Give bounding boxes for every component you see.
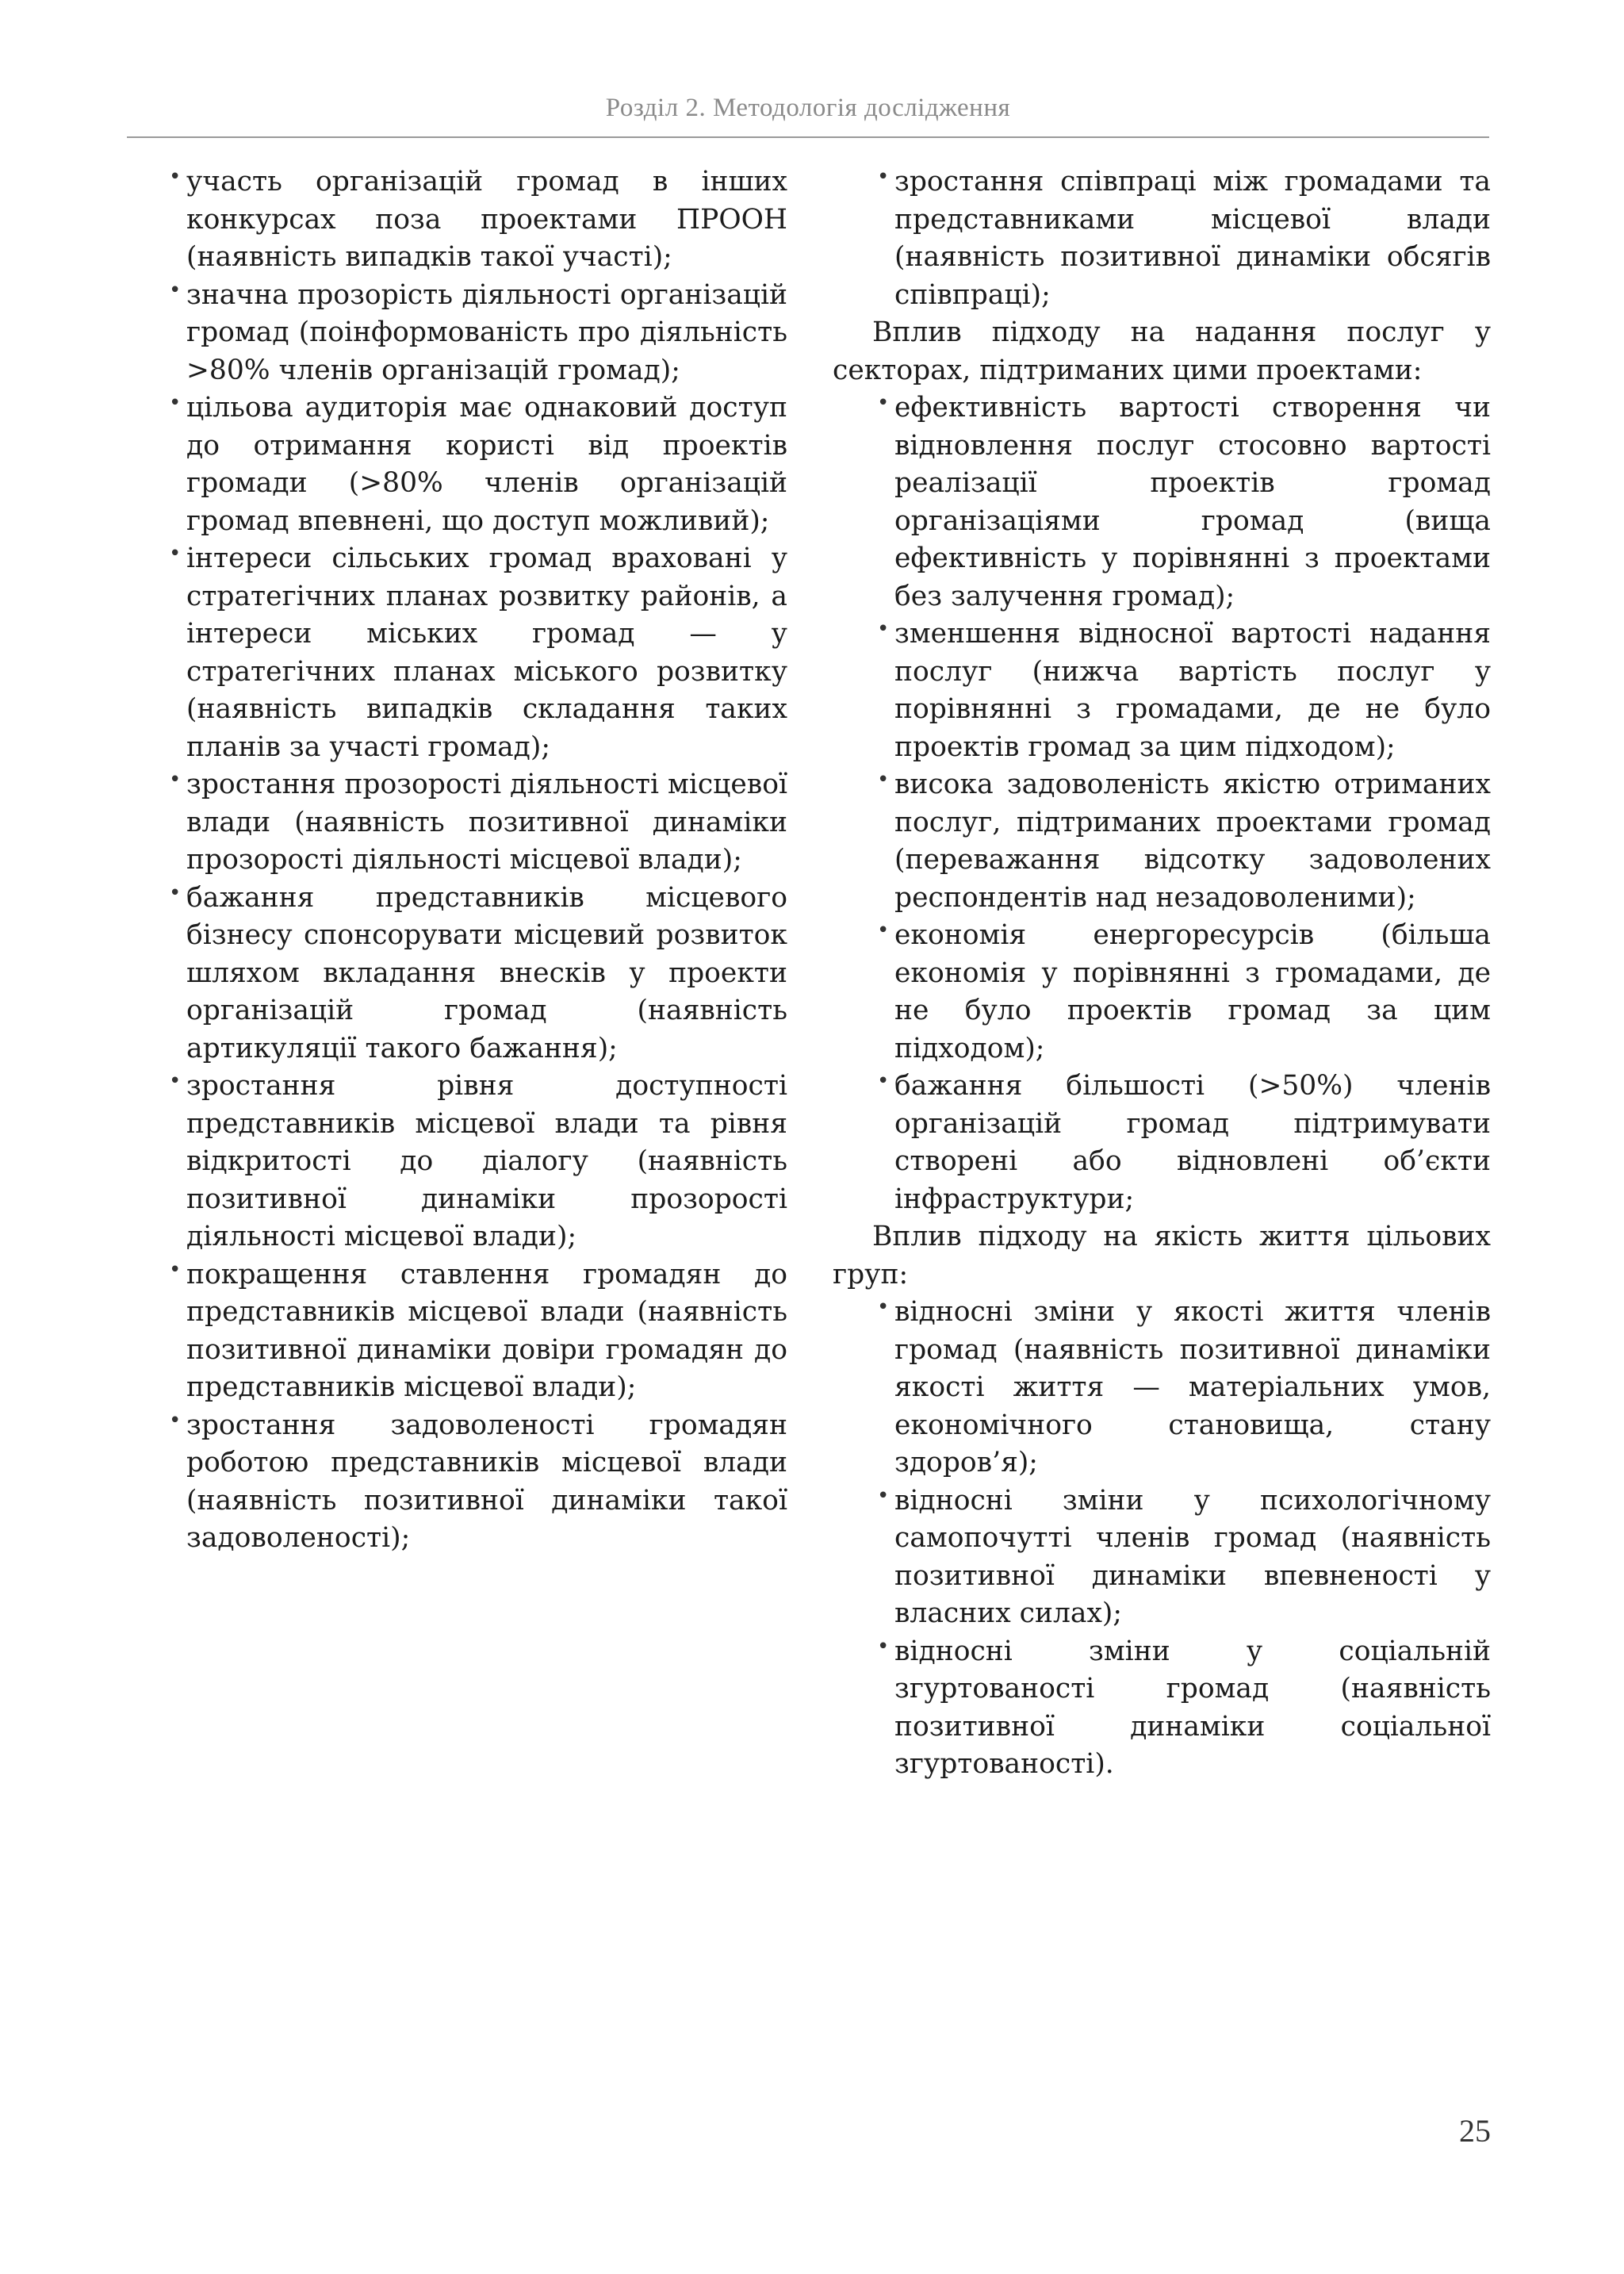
list-item: • висока задоволеність якістю отриманих послуг, підтриманих проектами громад (переважання відсотку задоволених респондентів над незадоволеними); (877, 766, 1491, 917)
list-item: • зростання співпраці між громадами та представниками місцевої влади (наявність позитивної динаміки обсягів співпраці); (877, 163, 1491, 314)
list-item: • зменшення відносної вартості надання послуг (нижча вартість послуг у порівнянні з громадами, де не було проектів громад за цим підходом); (877, 615, 1491, 766)
list-item: • значна прозорість діяльності організацій громад (поінформованість про діяльність >80% членів організацій громад); (169, 277, 787, 390)
list-item: • покращення ставлення громадян до представників місцевої влади (наявність позитивної динаміки довіри громадян до представників місцевої влади); (169, 1256, 787, 1407)
list-item: • економія енергоресурсів (більша економія у порівнянні з громадами, де не було проектів громад за цим підходом); (877, 917, 1491, 1068)
list-item: • бажання більшості (>50%) членів організацій громад підтримувати створені або відновлені об’єкти інфраструктури; (877, 1068, 1491, 1218)
page-number: 25 (1459, 2113, 1491, 2149)
left-bullet-list (169, 163, 787, 1558)
list-item: • зростання рівня доступності представників місцевої влади та рівня відкритості до діалогу (наявність позитивної динаміки прозорості діяльності місцевої влади); (169, 1068, 787, 1256)
list-item: • участь організацій громад в інших конкурсах поза проектами ПРООН (наявність випадків такої участі); (169, 163, 787, 277)
services-bullet-list (877, 389, 1491, 1218)
list-item: • відносні зміни у соціальній згуртованості громад (наявність позитивної динаміки соціальної згуртованості). (877, 1633, 1491, 1784)
right-intro-bullet-list (877, 163, 1491, 314)
list-item: • відносні зміни у психологічному самопочутті членів громад (наявність позитивної динаміки впевненості у власних силах); (877, 1482, 1491, 1633)
list-item: • ефективність вартості створення чи відновлення послуг стосовно вартості реалізації проектів громад організаціями громад (вища ефективність у порівнянні з проектами без залучення громад); (877, 389, 1491, 615)
list-item: • зростання прозорості діяльності місцевої влади (наявність позитивної динаміки прозорості діяльності місцевої влади); (169, 766, 787, 880)
list-item: • інтереси сільських громад враховані у стратегічних планах розвитку районів, а інтереси міських громад — у стратегічних планах міського розвитку (наявність випадків складання таких планів за участі громад); (169, 540, 787, 766)
quality-lead-paragraph: Вплив підходу на якість життя цільових груп: (833, 1221, 1491, 1290)
list-item: • зростання задоволеності громадян роботою представників місцевої влади (наявність позитивної динаміки такої задоволеності); (169, 1407, 787, 1558)
quality-bullet-list (877, 1294, 1491, 1784)
right-column (833, 163, 1491, 1784)
list-item: • відносні зміни у якості життя членів громад (наявність позитивної динаміки якості життя — матеріальних умов, економічного становища, стану здоров’я); (877, 1294, 1491, 1482)
left-column (169, 163, 787, 1558)
header-divider (127, 136, 1489, 138)
running-header: Розділ 2. Методологія дослідження (605, 94, 1011, 122)
services-lead-paragraph: Вплив підходу на надання послуг у секторах, підтриманих цими проектами: (833, 316, 1491, 386)
list-item: • цільова аудиторія має однаковий доступ до отримання користі від проектів громади (>80% членів організацій громад впевнені, що доступ можливий); (169, 389, 787, 540)
list-item: • бажання представників місцевого бізнесу спонсорувати місцевий розвиток шляхом вкладання внесків у проекти організацій громад (наявність артикуляції такого бажання); (169, 880, 787, 1068)
